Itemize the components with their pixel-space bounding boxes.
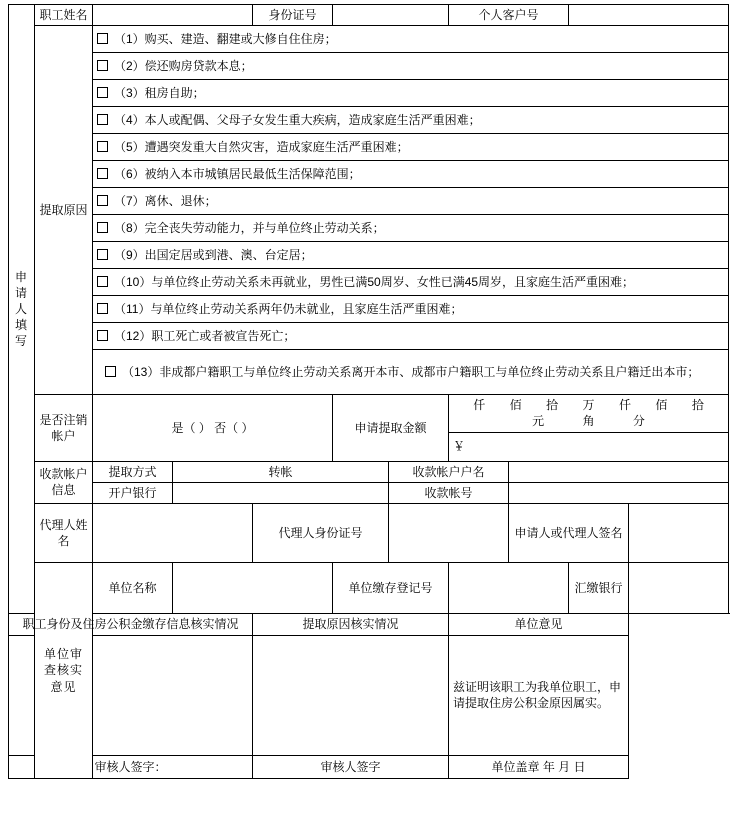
checkbox-icon[interactable] bbox=[97, 303, 108, 314]
housing-fund-withdrawal-form bbox=[8, 4, 729, 779]
verify-identity-label: 职工身份及住房公积金缴存信息核实情况 bbox=[9, 613, 253, 635]
reason-item-5-text: （5）遭遇突发重大自然灾害，造成家庭生活严重困难； bbox=[114, 140, 409, 155]
unit-remit-bank-input[interactable] bbox=[629, 562, 729, 613]
reason-row bbox=[9, 26, 729, 53]
amount-units-row bbox=[449, 395, 729, 432]
unit-name-input[interactable] bbox=[173, 562, 333, 613]
checkbox-icon[interactable] bbox=[97, 330, 108, 341]
checkbox-icon[interactable] bbox=[97, 141, 108, 152]
reason-label-text: 提取原因 bbox=[39, 203, 88, 218]
reason-row bbox=[9, 188, 729, 215]
reason-row bbox=[9, 269, 729, 296]
unit-remit-bank-label: 汇缴银行 bbox=[569, 562, 629, 613]
payee-bank-label: 开户银行 bbox=[93, 482, 173, 503]
reason-row bbox=[9, 80, 729, 107]
reason-row bbox=[9, 53, 729, 80]
employee-name-input[interactable] bbox=[93, 5, 253, 26]
unit-name-row bbox=[9, 562, 729, 613]
reason-item-3-text: （3）租房自助； bbox=[114, 86, 205, 101]
customer-number-label: 个人客户号 bbox=[449, 5, 569, 26]
reason-item-11[interactable] bbox=[93, 296, 729, 323]
unit-deposit-reg-label: 单位缴存登记号 bbox=[333, 562, 449, 613]
reason-item-7[interactable] bbox=[93, 188, 729, 215]
unit-shi2: 拾 bbox=[691, 398, 704, 413]
reason-item-6-text: （6）被纳入本市城镇居民最低生活保障范围； bbox=[114, 167, 361, 182]
checkbox-icon[interactable] bbox=[97, 222, 108, 233]
payee-bank-input[interactable] bbox=[173, 482, 389, 503]
checkbox-icon[interactable] bbox=[97, 195, 108, 206]
reason-row bbox=[9, 350, 729, 395]
reason-item-9-text: （9）出国定居或到港、澳、台定居； bbox=[114, 248, 313, 263]
unit-shi1: 拾 bbox=[546, 398, 559, 413]
reason-item-5[interactable] bbox=[93, 134, 729, 161]
agent-id-label: 代理人身份证号 bbox=[253, 503, 389, 562]
payee-label bbox=[35, 461, 93, 503]
agent-row bbox=[9, 503, 729, 562]
payee-method-label: 提取方式 bbox=[93, 461, 173, 482]
payee-method-row bbox=[9, 461, 729, 482]
unit-qian2: 仟 bbox=[618, 398, 631, 413]
checkbox-icon[interactable] bbox=[97, 249, 108, 260]
agent-name-label: 代理人姓名 bbox=[35, 503, 93, 562]
verify-identity-signature[interactable]: 审核人签字： bbox=[9, 755, 253, 778]
reason-row bbox=[9, 323, 729, 350]
verify-body-row bbox=[9, 635, 729, 755]
side-label-applicant-text: 申请人填写 bbox=[14, 269, 28, 349]
verify-reason-input[interactable] bbox=[253, 635, 449, 755]
reason-row bbox=[9, 296, 729, 323]
payee-account-name-label: 收款帐户户名 bbox=[389, 461, 509, 482]
reason-item-7-text: （7）离休、退休； bbox=[114, 194, 217, 209]
reason-item-3[interactable] bbox=[93, 80, 729, 107]
unit-stamp-date[interactable]: 单位盖章 年 月 日 bbox=[449, 755, 629, 778]
reason-row bbox=[9, 134, 729, 161]
payee-label-text: 收款帐户信息 bbox=[39, 467, 88, 498]
reason-item-4-text: （4）本人或配偶、父母子女发生重大疾病，造成家庭生活严重困难； bbox=[114, 113, 481, 128]
applicant-signature-label: 申请人或代理人签名 bbox=[509, 503, 629, 562]
unit-opinion-label: 单位意见 bbox=[449, 613, 629, 635]
checkbox-icon[interactable] bbox=[97, 114, 108, 125]
checkbox-icon[interactable] bbox=[97, 168, 108, 179]
reason-item-13[interactable] bbox=[93, 350, 729, 395]
amount-units-group-2 bbox=[453, 413, 724, 429]
reason-item-6[interactable] bbox=[93, 161, 729, 188]
agent-id-input[interactable] bbox=[389, 503, 509, 562]
unit-qian1: 仟 bbox=[473, 398, 486, 413]
reason-item-12[interactable] bbox=[93, 323, 729, 350]
reason-item-2-text: （2）偿还购房贷款本息； bbox=[114, 59, 253, 74]
cancel-account-options[interactable]: 是（ ） 否（ ） bbox=[93, 395, 333, 461]
currency-symbol: ￥ bbox=[453, 439, 466, 454]
checkbox-icon[interactable] bbox=[97, 60, 108, 71]
header-row bbox=[9, 5, 729, 26]
verify-head-row bbox=[9, 613, 729, 635]
unit-deposit-reg-input[interactable] bbox=[449, 562, 569, 613]
cancel-account-label-text: 是否注销帐户 bbox=[39, 412, 88, 443]
amount-input[interactable] bbox=[449, 432, 729, 461]
signature-row bbox=[9, 755, 729, 778]
payee-bank-row bbox=[9, 482, 729, 503]
applicant-signature-input[interactable] bbox=[629, 503, 729, 562]
customer-number-input[interactable] bbox=[569, 5, 729, 26]
reason-row bbox=[9, 215, 729, 242]
reason-row bbox=[9, 161, 729, 188]
reason-item-1-text: （1）购买、建造、翻建或大修自住住房； bbox=[114, 32, 337, 47]
checkbox-icon[interactable] bbox=[97, 276, 108, 287]
reason-item-8[interactable] bbox=[93, 215, 729, 242]
unit-opinion-text: 兹证明该职工为我单位职工，申请提取住房公积金原因属实。 bbox=[449, 635, 629, 755]
unit-fen: 分 bbox=[632, 414, 645, 429]
side-label-unit-text: 单位审查核实意见 bbox=[43, 647, 83, 694]
reason-row bbox=[9, 107, 729, 134]
unit-wan: 万 bbox=[582, 398, 595, 413]
reason-row bbox=[9, 242, 729, 269]
reason-label bbox=[35, 26, 93, 395]
side-label-applicant bbox=[9, 5, 35, 614]
reason-item-1[interactable] bbox=[93, 26, 729, 53]
payee-account-name-input[interactable] bbox=[509, 461, 729, 482]
payee-account-no-input[interactable] bbox=[509, 482, 729, 503]
verify-reason-label: 提取原因核实情况 bbox=[253, 613, 449, 635]
reason-item-9[interactable] bbox=[93, 242, 729, 269]
reason-item-10-text: （10）与单位终止劳动关系未再就业，男性已满50周岁、女性已满45周岁，且家庭生活严重困难； bbox=[114, 275, 635, 290]
reason-item-4[interactable] bbox=[93, 107, 729, 134]
reason-item-8-text: （8）完全丧失劳动能力，并与单位终止劳动关系； bbox=[114, 221, 385, 236]
amount-label: 申请提取金额 bbox=[333, 395, 449, 461]
cancel-account-label bbox=[35, 395, 93, 461]
amount-units-group bbox=[453, 397, 724, 413]
agent-name-input[interactable] bbox=[93, 503, 253, 562]
reason-item-11-text: （11）与单位终止劳动关系两年仍未就业，且家庭生活严重困难； bbox=[114, 302, 463, 317]
unit-name-label: 单位名称 bbox=[93, 562, 173, 613]
unit-yuan: 元 bbox=[532, 414, 545, 429]
checkbox-icon[interactable] bbox=[97, 33, 108, 44]
cancel-amount-row bbox=[9, 395, 729, 432]
unit-bai1: 佰 bbox=[509, 398, 522, 413]
verify-reason-signature[interactable]: 审核人签字 bbox=[253, 755, 449, 778]
payee-method-value[interactable]: 转帐 bbox=[173, 461, 389, 482]
employee-name-label: 职工姓名 bbox=[35, 5, 93, 26]
payee-account-no-label: 收款帐号 bbox=[389, 482, 509, 503]
reason-item-10[interactable] bbox=[93, 269, 729, 296]
checkbox-icon[interactable] bbox=[105, 366, 116, 377]
unit-bai2: 佰 bbox=[655, 398, 668, 413]
id-number-label: 身份证号 bbox=[253, 5, 333, 26]
reason-item-13-text: （13）非成都户籍职工与单位终止劳动关系离开本市、成都市户籍职工与单位终止劳动关系且户籍迁出本市； bbox=[122, 365, 700, 380]
checkbox-icon[interactable] bbox=[97, 87, 108, 98]
reason-item-12-text: （12）职工死亡或者被宣告死亡； bbox=[114, 329, 296, 344]
unit-jiao: 角 bbox=[582, 414, 595, 429]
id-number-input[interactable] bbox=[333, 5, 449, 26]
reason-item-2[interactable] bbox=[93, 53, 729, 80]
